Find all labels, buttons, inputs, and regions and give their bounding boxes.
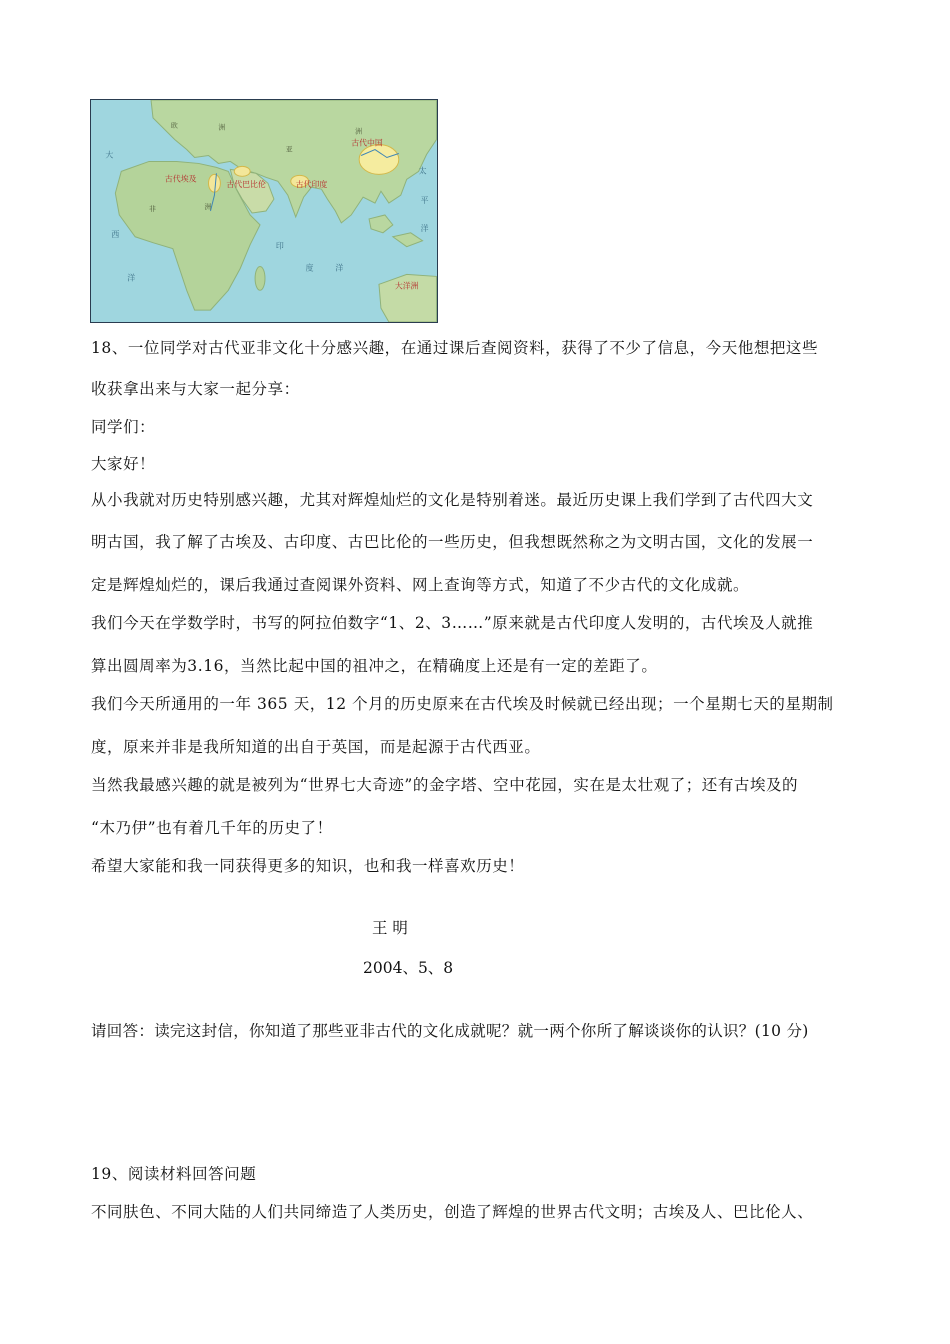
asia-label-2: 洲: [355, 127, 363, 136]
q18-paragraph1-line1: 从小我就对历史特别感兴趣，尤其对辉煌灿烂的文化是特别着迷。最近历史课上我们学到了古代四大文: [91, 491, 814, 509]
q18-paragraph2-line1: 我们今天在学数学时，书写的阿拉伯数字“1、2、3……”原来就是古代印度人发明的，古代埃及人就推: [91, 614, 814, 632]
q18-paragraph3-line1: 我们今天所通用的一年 365 天，12 个月的历史原来在古代埃及时候就已经出现；一个星期七天的星期制: [91, 695, 834, 713]
atlantic-label-3: 洋: [127, 273, 136, 283]
babylon-highlight: [234, 166, 250, 176]
q18-intro-line2: 收获拿出来与大家一起分享：: [91, 380, 300, 398]
q18-paragraph4-line2: “木乃伊”也有着几千年的历史了！: [91, 819, 333, 837]
china-highlight: [359, 145, 399, 175]
q18-question: 请回答：读完这封信，你知道了那些亚非古代的文化成就呢？就一两个你所了解谈谈你的认识？(10 分): [91, 1022, 809, 1040]
egypt-highlight: [209, 174, 221, 192]
egypt-label: 古代埃及: [164, 174, 197, 184]
q18-greeting-2: 大家好！: [91, 455, 156, 473]
madagascar-land: [255, 267, 265, 291]
indian-label-3: 洋: [335, 263, 344, 273]
oceania-label: 大洋洲: [394, 281, 419, 291]
indian-label-1: 印: [275, 241, 284, 251]
europe-label-1: 欧: [170, 121, 178, 130]
q18-paragraph1-line2: 明古国，我了解了古埃及、古印度、古巴比伦的一些历史，但我想既然称之为文明古国，文化的发展一: [91, 533, 814, 551]
europe-label-2: 洲: [218, 123, 226, 132]
asia-label-1: 亚: [285, 145, 293, 154]
q19-line1: 不同肤色、不同大陆的人们共同缔造了人类历史，创造了辉煌的世界古代文明；古埃及人、巴比伦人、: [91, 1203, 814, 1221]
q18-paragraph3-line2: 度，原来并非是我所知道的出自于英国，而是起源于古代西亚。: [91, 738, 541, 756]
map-svg: [91, 100, 437, 322]
pacific-label-2: 平: [420, 196, 429, 206]
pacific-label-3: 洋: [420, 223, 429, 233]
atlantic-label-2: 西: [111, 229, 120, 239]
q19-title: 19、阅读材料回答问题: [91, 1165, 257, 1183]
q18-intro-line1: 18、一位同学对古代亚非文化十分感兴趣，在通过课后查阅资料，获得了不少了信息，今天他想把这些: [91, 339, 819, 357]
pacific-label-1: 太: [418, 166, 427, 176]
signature-name: 王 明: [372, 919, 408, 937]
q18-paragraph2-line2: 算出圆周率为3.16，当然比起中国的祖冲之，在精确度上还是有一定的差距了。: [91, 657, 658, 675]
africa-label-2: 洲: [204, 203, 212, 212]
q18-paragraph5: 希望大家能和我一同获得更多的知识，也和我一样喜欢历史！: [91, 857, 525, 875]
q18-paragraph4-line1: 当然我最感兴趣的就是被列为“世界七大奇迹”的金字塔、空中花园，实在是太壮观了；还有古埃及的: [91, 776, 799, 794]
babylon-label: 古代巴比伦: [226, 180, 266, 190]
africa-label-1: 非: [149, 205, 156, 213]
indian-label-2: 度: [305, 263, 314, 273]
india-label: 古代印度: [295, 180, 328, 190]
q18-greeting-1: 同学们：: [91, 418, 156, 436]
signature-date: 2004、5、8: [363, 959, 454, 977]
q18-paragraph1-line3: 定是辉煌灿烂的，课后我通过查阅课外资料、网上查询等方式，知道了不少古代的文化成就。: [91, 576, 750, 594]
china-label: 古代中国: [351, 138, 383, 148]
ancient-civilizations-map: [90, 99, 438, 323]
atlantic-label-1: 大: [105, 150, 114, 160]
